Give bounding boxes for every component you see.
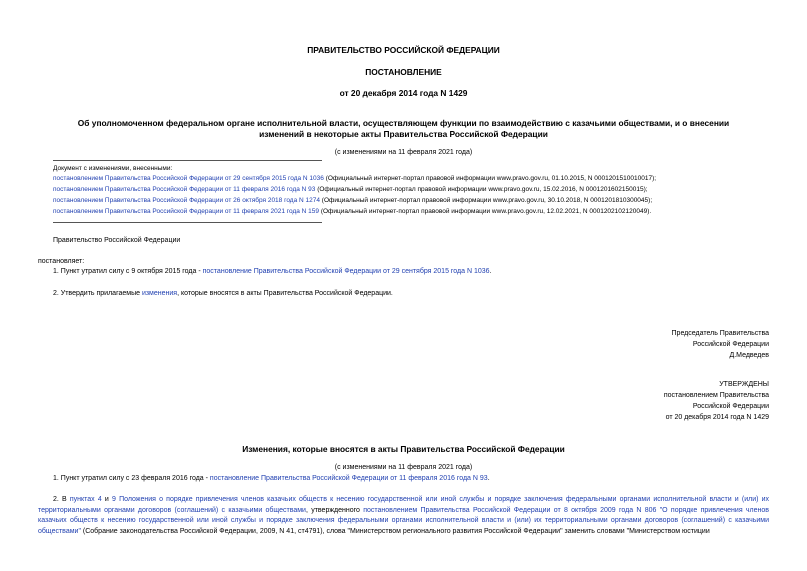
regulation-link[interactable]: Положения о порядке привлечения членов казачьих обществ к несению государственной или иной службы и порядке заключения федеральными органами исполнительной власти и (или) их территориальными органами договоров (соглашений) с казачьими обществами xyxy=(38,496,770,514)
changes-box-bottom-rule xyxy=(53,222,322,223)
amendment-source: (Официальный интернет-портал правовой информации www.pravo.gov.ru, 12.02.2021, N 0001202102120049). xyxy=(319,208,652,215)
amendment-link[interactable]: постановлением Правительства Российской Федерации от 26 октября 2018 года N 1274 xyxy=(53,197,320,204)
amendment-link[interactable]: постановлением Правительства Российской Федерации от 29 сентября 2015 года N 1036 xyxy=(53,175,324,182)
document-title-line2: изменений в некоторые акты Правительства Российской Федерации xyxy=(259,129,548,139)
resolution-point-2: 2. Утвердить прилагаемые изменения, которые вносятся в акты Правительства Российской Федерации. xyxy=(53,290,393,297)
amendment-source: (Официальный интернет-портал правовой информации www.pravo.gov.ru, 15.02.2016, N 0001201602150015); xyxy=(315,186,648,193)
changes-amendment-note: (с изменениями на 11 февраля 2021 года) xyxy=(334,464,473,471)
amendment-note: (с изменениями на 11 февраля 2021 года) xyxy=(334,149,473,156)
approved-country: Российской Федерации xyxy=(692,403,769,410)
changes-list-item xyxy=(53,197,652,204)
document-date: от 20 декабря 2014 года N 1429 xyxy=(339,88,468,98)
decree-806-link[interactable]: постановлением Правительства Российской Федерации от 8 октября 2009 года N 806 "О порядке привлечения членов казачьих обществ к несению государственной или иной службы и порядке заключения федеральными органами исполнительной власти и (или) их территориальными органами договоров (соглашений) с казачьими обществами" xyxy=(38,506,770,535)
changes-point-1: 1. Пункт утратил силу с 23 февраля 2016 года - постановление Правительства Российской Федерации от 11 февраля 2016 года N 93. xyxy=(53,475,490,482)
government-heading: ПРАВИТЕЛЬСТВО РОССИЙСКОЙ ФЕДЕРАЦИИ xyxy=(307,45,500,55)
approved-date: от 20 декабря 2014 года N 1429 xyxy=(665,414,769,421)
signature-country: Российской Федерации xyxy=(692,341,769,348)
amendment-source: (Официальный интернет-портал правовой информации www.pravo.gov.ru, 30.10.2018, N 0001201810300045); xyxy=(319,197,653,204)
government-rf: Правительство Российской Федерации xyxy=(53,237,181,244)
changes-section-title: Изменения, которые вносятся в акты Правительства Российской Федерации xyxy=(242,444,565,454)
amendment-source: (Официальный интернет-портал правовой информации www.pravo.gov.ru, 01.10.2015, N 0001201510010017); xyxy=(323,175,657,182)
document-title-line1: Об уполномоченном федеральном органе исполнительной власти, осуществляющем функции по взаимодействию с казачьими обществами, и о внесении xyxy=(77,118,730,128)
resolution-point-1: 1. Пункт утратил силу с 9 октября 2015 года - постановление Правительства Российской Федерации от 29 сентября 2015 года N 1036. xyxy=(53,268,492,275)
clause-4-link[interactable]: пунктах 4 xyxy=(69,496,102,503)
resolves-label: постановляет: xyxy=(38,258,85,265)
repeal-link[interactable]: постановление Правительства Российской Федерации от 11 февраля 2016 года N 93 xyxy=(209,475,488,482)
changes-list-item xyxy=(53,208,651,215)
approved-by: постановлением Правительства xyxy=(663,392,769,399)
amendment-link[interactable]: постановлением Правительства Российской Федерации от 11 февраля 2021 года N 159 xyxy=(53,208,320,215)
changes-box-top-rule xyxy=(53,160,322,161)
changes-link[interactable]: изменения xyxy=(141,290,178,297)
changes-box-intro: Документ с изменениями, внесенными: xyxy=(53,165,173,172)
changes-list-item xyxy=(53,186,648,193)
signature-title: Председатель Правительства xyxy=(671,330,769,337)
repeal-link[interactable]: постановление Правительства Российской Федерации от 29 сентября 2015 года N 1036 xyxy=(202,268,490,275)
document-type: ПОСТАНОВЛЕНИЕ xyxy=(365,67,442,77)
approved-label: УТВЕРЖДЕНЫ xyxy=(719,381,769,388)
changes-point-2: 2. В пунктах 4 и 9 Положения о порядке привлечения членов казачьих обществ к несению государственной или иной службы и порядке заключения федеральными органами исполнительной власти и (или) их территориальными органами договоров (соглашений) с казачьими обществами, утвержденного постановлением Правительства Российской Федерации от 8 октября 2009 года N 806 "О порядке привлечения членов казачьих обществ к несению государственной или иной службы и порядке заключения федеральными органами исполнительной власти и (или) их территориальными органами договоров (соглашений) с казачьими обществами" (Собрание законодательства Российской Федерации, 2009, N 41, ст4791), слова "Министерством регионального развития Российской Федерации" заменить словами "Министерством юстиции xyxy=(38,496,770,535)
clause-9-link[interactable]: 9 xyxy=(111,496,116,503)
amendment-link[interactable]: постановлением Правительства Российской Федерации от 11 февраля 2016 года N 93 xyxy=(53,186,316,193)
changes-list-item xyxy=(53,175,656,182)
signature-name: Д.Медведев xyxy=(729,352,769,359)
